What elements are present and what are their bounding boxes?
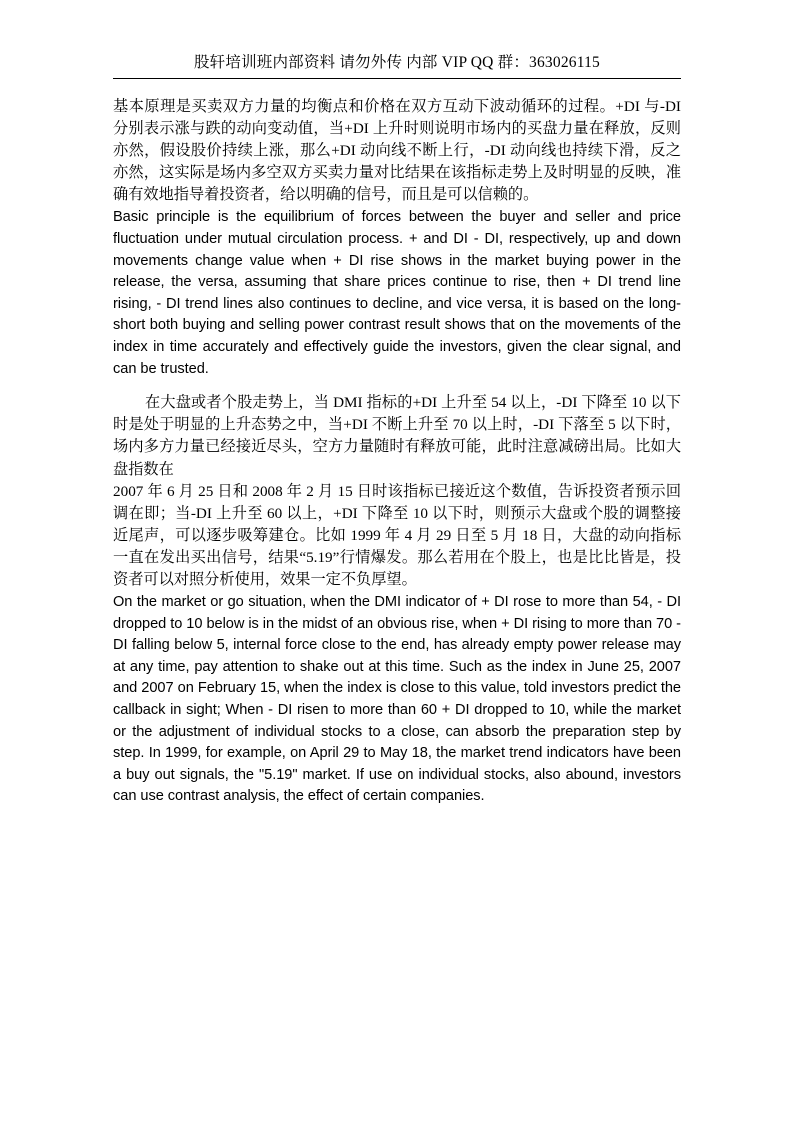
paragraph-spacer xyxy=(113,380,681,392)
header-title: 股轩培训班内部资料 请勿外传 内部 VIP QQ 群：363026115 xyxy=(193,54,601,71)
paragraph-chinese-3: 2007 年 6 月 25 日和 2008 年 2 月 15 日时该指标已接近这个数值，告诉投资者预示回调在即；当-DI 上升至 60 以上，+DI 下降至 10 以下时，则预示大盘或个股的调整接近尾声，可以逐步吸筹建仓。比如 1999 年 4 月 29 日至 5 月 18 日，大盘的动向指标一直在发出买出信号，结果“5.19”行情爆发。那么若用在个股上，也是比比皆是，投资者可以对照分析使用，效果一定不负厚望。 xyxy=(113,482,681,588)
header-divider xyxy=(113,78,681,79)
paragraph-chinese-2: 在大盘或者个股走势上，当 DMI 指标的+DI 上升至 54 以上，-DI 下降至 10 以下时是处于明显的上升态势之中，当+DI 不断上升至 70 以上时，-DI 下落至 5 以下时，场内多方力量已经接近尽头，空方力量随时有释放可能，此时注意减磅出局。比如大盘指数在 xyxy=(113,394,681,478)
page-header xyxy=(113,52,681,79)
document-body xyxy=(113,96,681,808)
paragraph-english-1: Basic principle is the equilibrium of forces between the buyer and seller and price fluctuation under mutual circulation process. + and DI - DI, respectively, up and down movements change value when + DI rise shows in the market buying power in the release, the versa, assuming that share prices continue to rise, then + DI trend line rising, - DI trend lines also continues to decline, and vice versa, it is based on the long-short both buying and selling power contrast result shows that on the movements of the index in time accurately and effectively guide the investors, given the clear signal, and can be trusted. xyxy=(113,209,681,377)
paragraph-english-2: On the market or go situation, when the DMI indicator of + DI rose to more than 54, - DI dropped to 10 below is in the midst of an obvious rise, when + DI rising to more than 70 - DI falling below 5, internal force close to the end, has already empty power release may at any time, pay attention to shake out at this time. Such as the index in June 25, 2007 and 2007 on February 15, when the index is close to this value, told investors predict the callback in sight; When - DI risen to more than 60 + DI dropped to 10, while the market or the adjustment of individual stocks to a close, can absorb the preparation step by step. In 1999, for example, on April 29 to May 18, the market trend indicators have been a buy out signals, the "5.19" market. If use on individual stocks, also abound, investors can use contrast analysis, the effect of certain companies. xyxy=(113,594,681,805)
paragraph-chinese-1: 基本原理是买卖双方力量的均衡点和价格在双方互动下波动循环的过程。+DI 与-DI 分别表示涨与跌的动向变动值，当+DI 上升时则说明市场内的买盘力量在释放，反则亦然，假设股价持续上涨，那么+DI 动向线不断上行，-DI 动向线也持续下滑，反之亦然，这实际是场内多空双方买卖力量对比结果在该指标走势上及时明显的反映，准确有效地指导着投资者，给以明确的信号，而且是可以信赖的。 xyxy=(113,98,681,204)
